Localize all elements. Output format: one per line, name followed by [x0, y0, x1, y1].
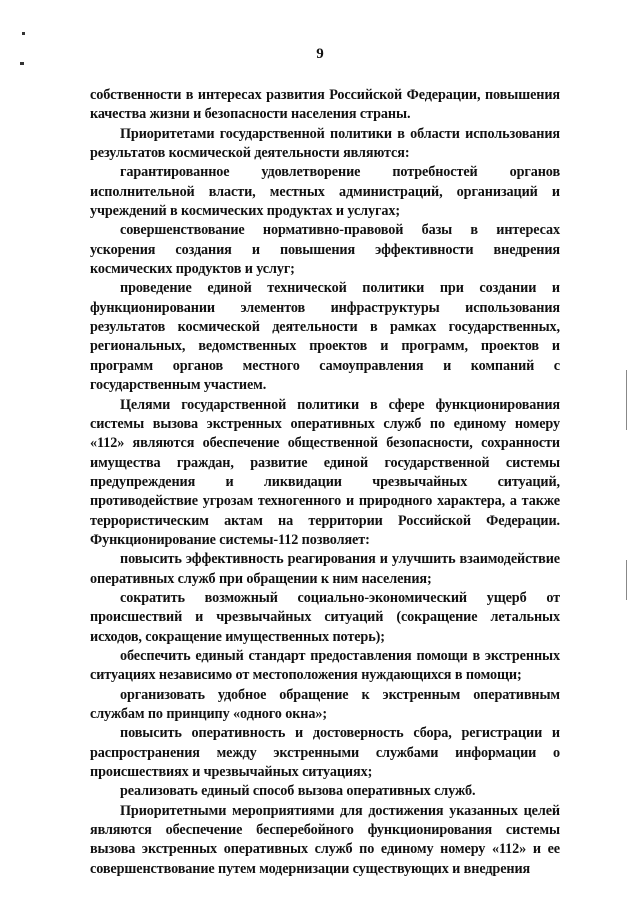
paragraph: повысить эффективность реагирования и улучшить взаимодействие оперативных служб при обращении к ним населения; [90, 551, 560, 587]
paragraph: Приоритетными мероприятиями для достижения указанных целей являются обеспечение бесперебойного функционирования системы вызова экстренных оперативных служб по единому номеру «112» и ее совершенствование путем модернизации существующих и внедрения [90, 802, 560, 877]
paragraph: повысить оперативность и достоверность сбора, регистрации и распространения между экстренными службами информации о происшествиях и чрезвычайных ситуациях; [90, 725, 560, 781]
paragraph: Приоритетами государственной политики в области использования результатов космической деятельности являются: [90, 125, 560, 162]
paragraph: обеспечить единый стандарт предоставления помощи в экстренных ситуациях независимо от местоположения нуждающихся в помощи; [90, 647, 560, 684]
paragraph: реализовать единый способ вызова оперативных служб. [120, 783, 476, 800]
paragraph: Целями государственной политики в сфере функционирования системы вызова экстренных оперативных служб по единому номеру «112» являются обеспечение общественной безопасности, сохранности имущества граждан, развитие единой государственной системы предупреждения и ликвидации чрезвычайных ситуаций, противодействие угрозам техногенного и природного характера, а также террористическим актам на территории Российской Федерации. Функционирование системы-112 позволяет: [90, 396, 560, 548]
paragraph: собственности в интересах развития Российской Федерации, повышения качества жизни и безопасности населения страны. [90, 87, 560, 123]
scan-speck [22, 32, 25, 35]
scan-edge-noise [626, 370, 627, 430]
scan-edge-noise [626, 560, 627, 600]
page-number: 9 [316, 46, 324, 62]
paragraph: проведение единой технической политики при создании и функционировании элементов инфраструктуры использования результатов космической деятельности в рамках государственных, региональных, ведомственных проектов и программ, проектов и программ органов местного самоуправления и компаний с государственным участием. [90, 280, 560, 394]
paragraph: гарантированное удовлетворение потребностей органов исполнительной власти, местных администраций, организаций и учреждений в космических продуктах и услугах; [90, 164, 560, 220]
paragraph: организовать удобное обращение к экстренным оперативным службам по принципу «одного окна»; [90, 686, 560, 722]
body-text [90, 86, 560, 879]
paragraph: совершенствование нормативно-правовой базы в интересах ускорения создания и повышения эффективности внедрения космических продуктов и услуг; [90, 222, 560, 278]
paragraph: сократить возможный социально-экономический ущерб от происшествий и чрезвычайных ситуаций (сокращение летальных исходов, сокращение имущественных потерь); [90, 589, 560, 645]
